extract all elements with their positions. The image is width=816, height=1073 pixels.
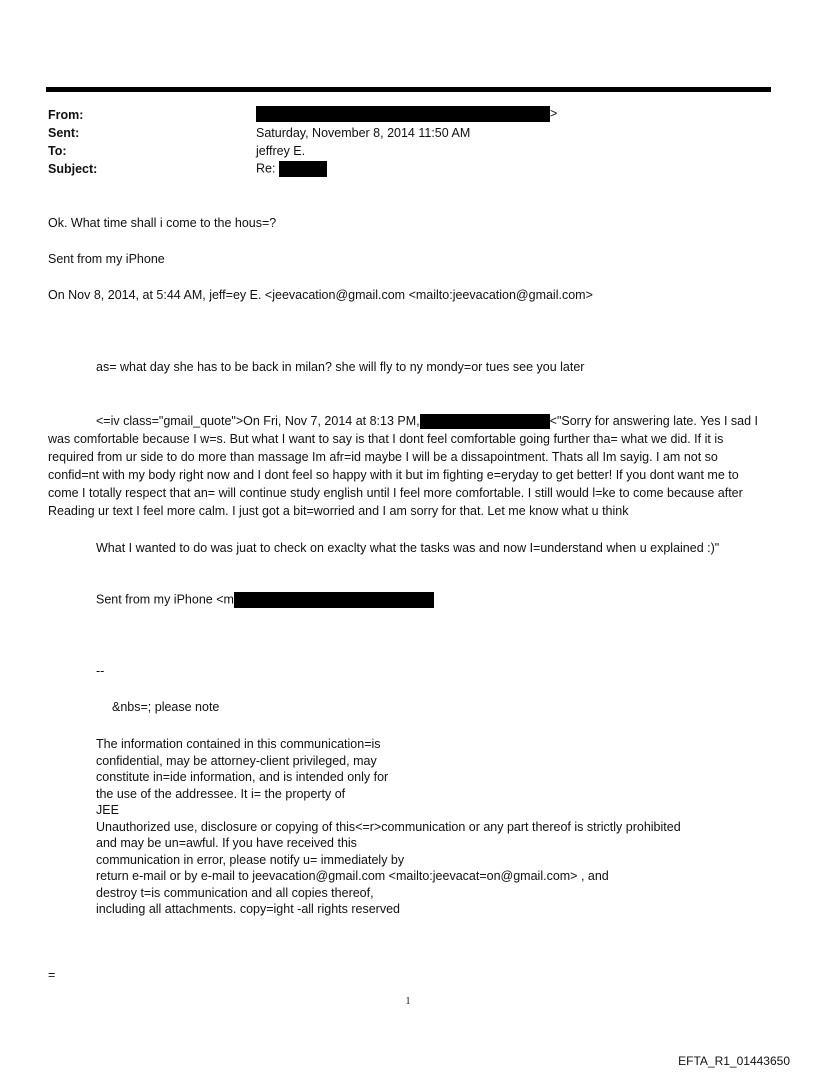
redaction-box — [234, 592, 434, 608]
disclaimer-line: confidential, may be attorney-client privileged, may — [96, 753, 377, 768]
disclaimer-line: JEE — [96, 803, 119, 817]
page-number: 1 — [405, 996, 411, 1007]
gmail-quote-paragraph-2: What I wanted to do was juat to check on exaclty what the tasks was and now I=understand when u explained :)" — [96, 541, 720, 555]
separator: -- — [96, 664, 105, 678]
disclaimer-line: and may be un=awful. If you have received this — [96, 836, 357, 850]
document-id: EFTA_R1_01443650 — [678, 1054, 790, 1068]
disclaimer-line: constitute in=ide information, and is intended only for — [96, 770, 389, 784]
gmail-quote-start: <=iv class="gmail_quote">On Fri, Nov 7, 2014 at 8:13 PM, — [96, 414, 420, 428]
quote-header: On Nov 8, 2014, at 5:44 AM, jeff=ey E. <jeevacation@gmail.com <mailto:jeevacation@gmail.com> — [48, 288, 593, 302]
redaction-box — [279, 161, 327, 177]
disclaimer — [96, 736, 681, 918]
to-label: To: — [48, 144, 67, 158]
from-label: From: — [48, 108, 84, 122]
header-rule — [46, 87, 771, 92]
gmail-quote-text: <"Sorry for answering late. Yes I sad I was comfortable because I w=s. But what I want to say is that I dont feel comfortable going further tha= what we did. If it is required from ur side to do more than massage Im afr=id maybe I will be a dissapointment. Thats all Im sayig. I am not so confid=nt with my body right now and I dont feel so happy with it but im fighting e=eryday to get better! If you dont want me to come I totally respect that an= will continue study english until I feel more comfortable. I still would l=ke to come because after Reading ur text I feel more calm. I just got a bit=worried and I am sorry for that. Let me know what u think — [48, 414, 759, 518]
redaction-box — [256, 106, 550, 122]
disclaimer-line: communication in error, please notify u= immediately by — [96, 852, 405, 867]
reply-text: Ok. What time shall i come to the hous=? — [48, 216, 277, 230]
to-value: jeffrey E. — [256, 144, 306, 158]
disclaimer-line: including all attachments. copy=ight -all rights reserved — [96, 902, 400, 916]
subject-prefix: Re: — [256, 161, 276, 176]
quoted-signature-text: Sent from my iPhone <m — [96, 592, 234, 607]
sent-label: Sent: — [48, 126, 80, 140]
disclaimer-line: the use of the addressee. It i= the property of — [96, 786, 346, 801]
please-note: &nbs=; please note — [112, 700, 220, 714]
sent-value: Saturday, November 8, 2014 11:50 AM — [256, 126, 471, 140]
trailing-equals: = — [48, 968, 56, 982]
disclaimer-line: destroy t=is communication and all copies thereof, — [96, 885, 374, 900]
reply-signature: Sent from my iPhone — [48, 252, 165, 266]
quoted-question: as= what day she has to be back in milan? she will fly to ny mondy=or tues see you later — [96, 360, 585, 374]
redaction-box — [420, 414, 550, 429]
disclaimer-line: The information contained in this communication=is — [96, 737, 381, 751]
disclaimer-line: Unauthorized use, disclosure or copying of this<=r>communication or any part thereof is strictly prohibited — [96, 819, 681, 834]
disclaimer-line: return e-mail or by e-mail to jeevacation@gmail.com <mailto:jeevacat=on@gmail.com> , and — [96, 869, 609, 883]
subject-value — [256, 161, 327, 177]
gmail-quote-paragraph — [48, 412, 772, 520]
quoted-signature — [96, 592, 434, 608]
from-value — [256, 106, 557, 122]
subject-label: Subject: — [48, 162, 98, 176]
from-suffix: > — [550, 106, 558, 121]
